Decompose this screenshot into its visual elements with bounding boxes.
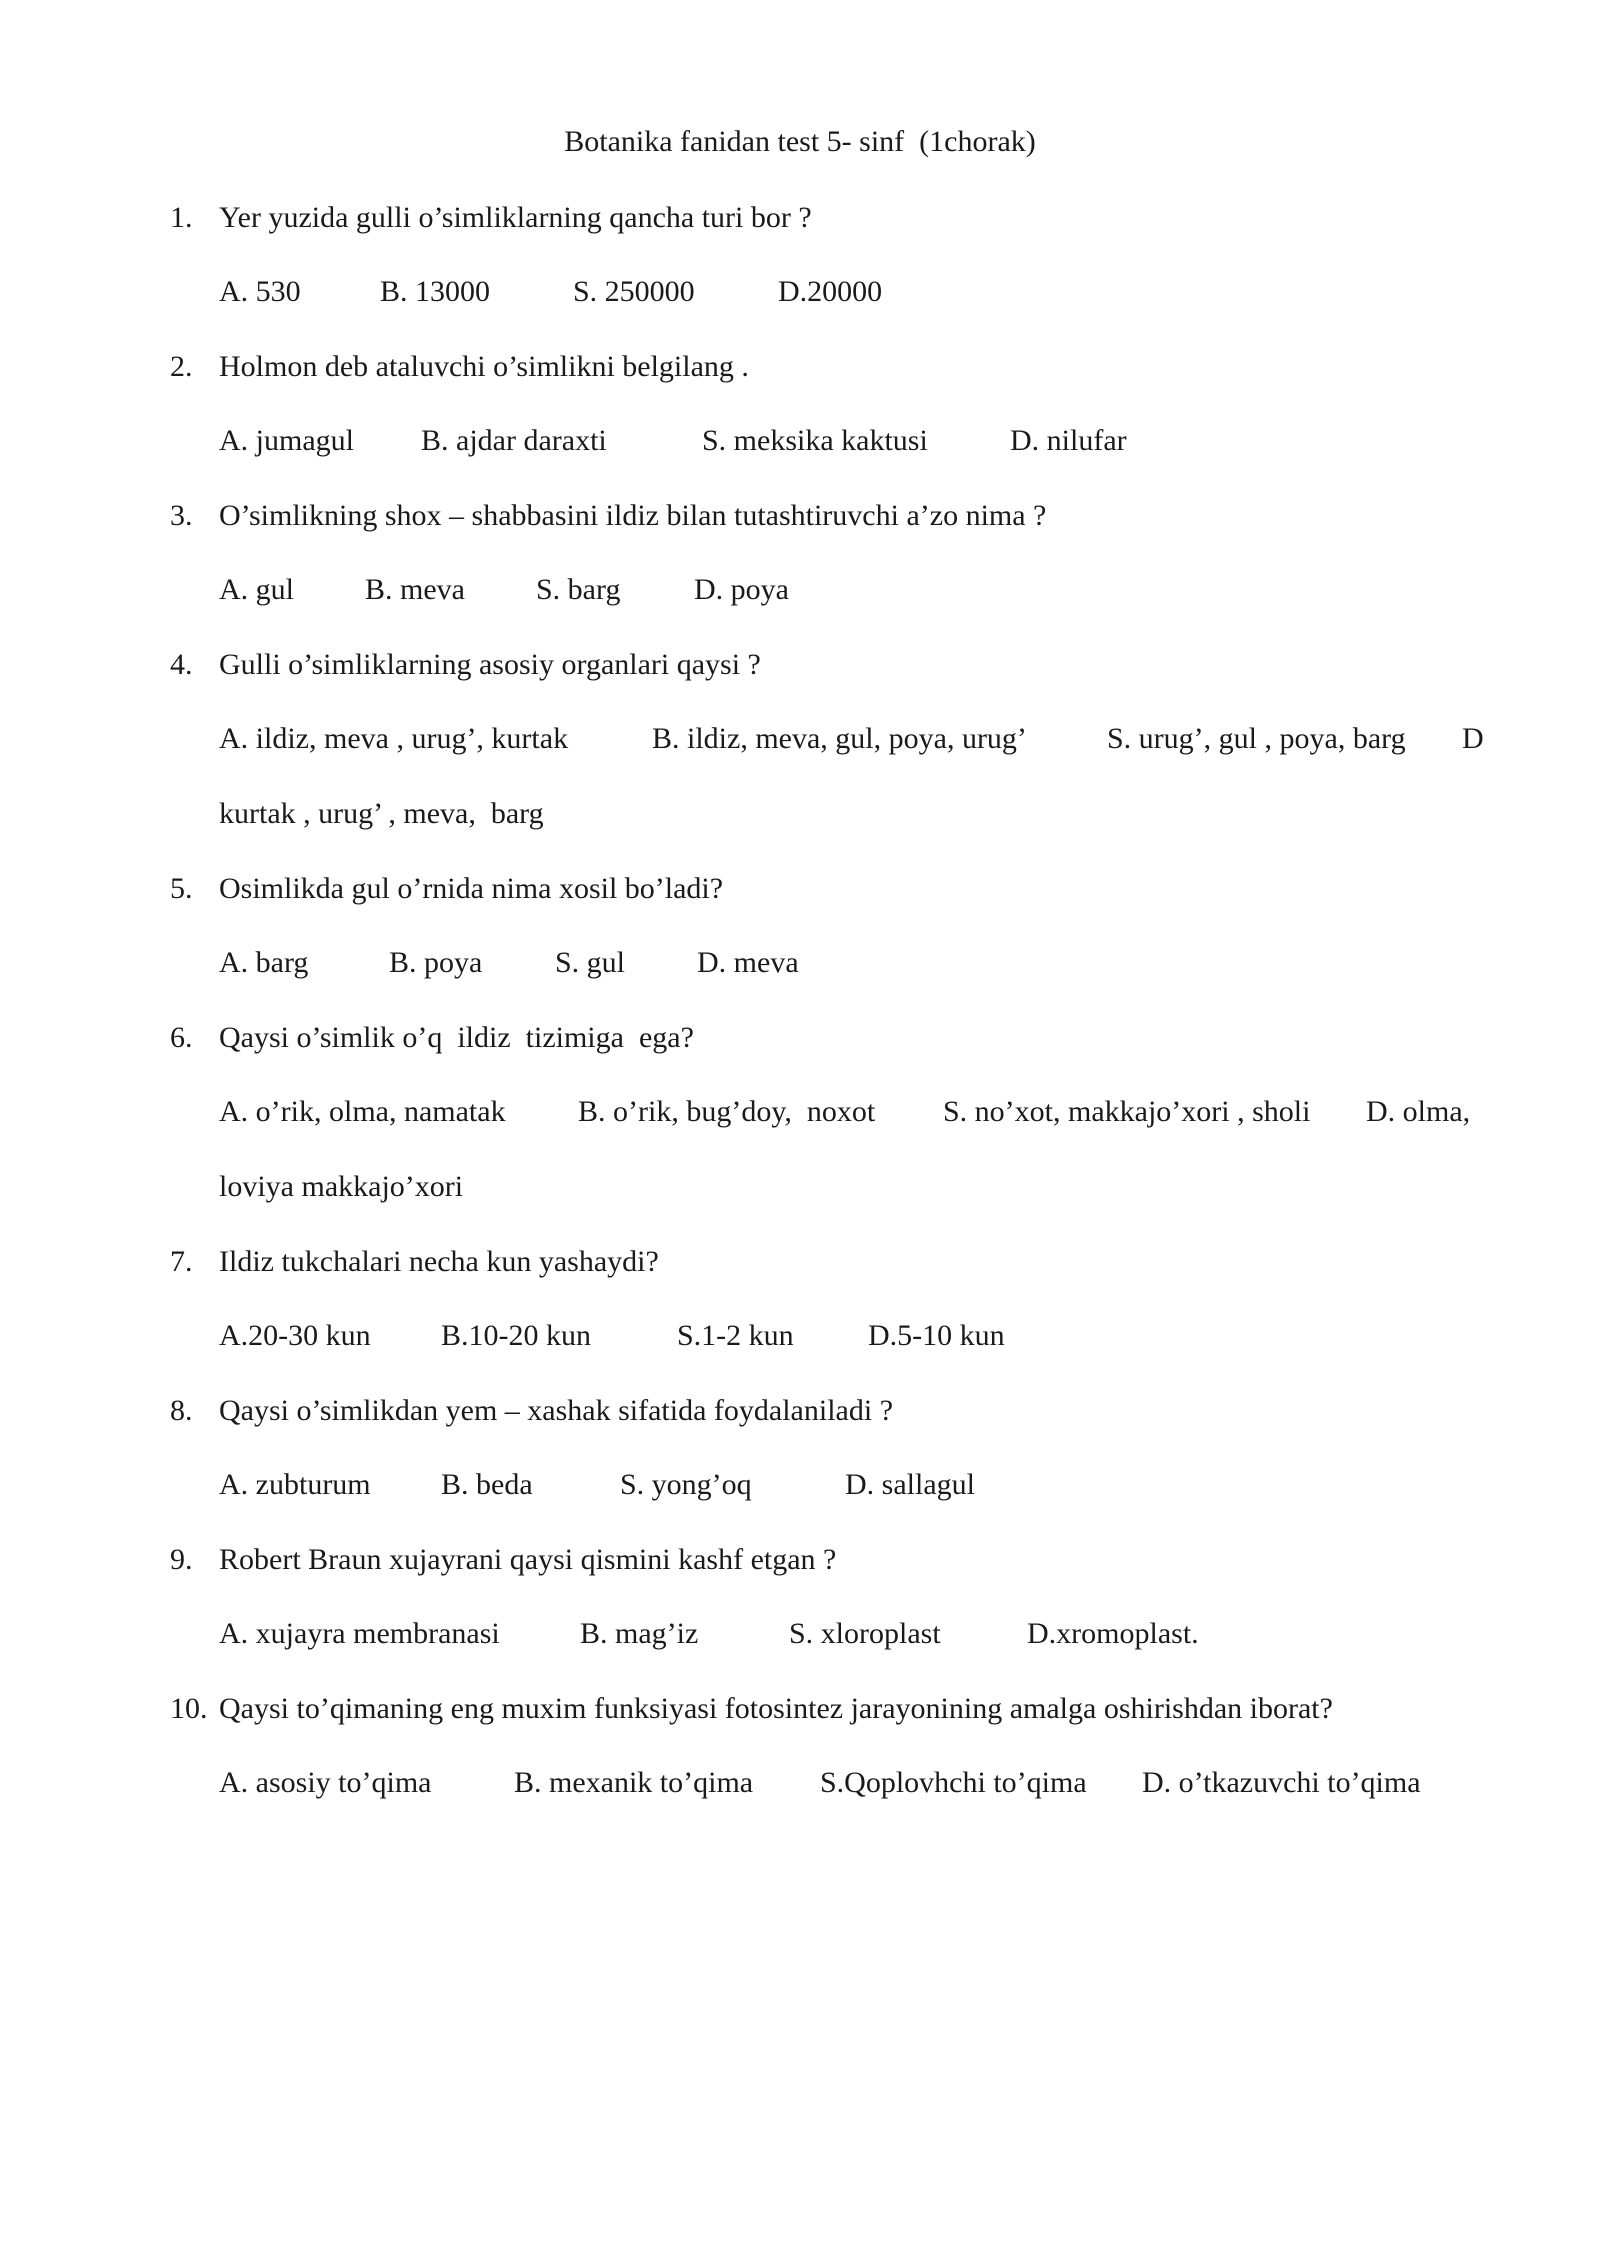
option-b: B. mexanik to’qima bbox=[514, 1766, 754, 1799]
question-text: Robert Braun xujayrani qaysi qismini kashf etgan ? bbox=[219, 1543, 837, 1576]
option-a: A. 530 bbox=[219, 275, 301, 308]
question-text: Holmon deb ataluvchi o’simlikni belgilang . bbox=[219, 350, 749, 383]
answer-options-5 bbox=[0, 943, 1600, 983]
answer-options-4 bbox=[0, 719, 1600, 759]
answer-options-4-continuation bbox=[0, 794, 1600, 834]
question-number: 5. bbox=[170, 872, 193, 905]
answer-options-6-continuation bbox=[0, 1167, 1600, 1207]
option-c: S.1-2 kun bbox=[677, 1319, 794, 1352]
question-number: 8. bbox=[170, 1394, 193, 1427]
page-title: Botanika fanidan test 5- sinf (1chorak) bbox=[564, 125, 1036, 158]
answer-options-3 bbox=[0, 570, 1600, 610]
option-d-continuation: loviya makkajo’xori bbox=[219, 1170, 464, 1203]
option-b: B. ajdar daraxti bbox=[421, 424, 607, 457]
option-d: D. sallagul bbox=[845, 1468, 975, 1501]
option-a: A. zubturum bbox=[219, 1468, 371, 1501]
question-number: 3. bbox=[170, 499, 193, 532]
option-a: A. barg bbox=[219, 946, 309, 979]
option-d-continuation: kurtak , urug’ , meva, barg bbox=[219, 797, 544, 830]
option-c: S. meksika kaktusi bbox=[702, 424, 928, 457]
option-d: D. meva bbox=[697, 946, 799, 979]
option-a: A. asosiy to’qima bbox=[219, 1766, 432, 1799]
option-c: S. xloroplast bbox=[789, 1617, 941, 1650]
answer-options-10 bbox=[0, 1763, 1600, 1803]
option-d: D. poya bbox=[694, 573, 789, 606]
option-b: B. meva bbox=[365, 573, 465, 606]
answer-options-1 bbox=[0, 272, 1600, 312]
option-c: S. gul bbox=[555, 946, 626, 979]
question-text: Ildiz tukchalari necha kun yashaydi? bbox=[219, 1245, 659, 1278]
option-d: D bbox=[1462, 722, 1484, 755]
option-a: A. ildiz, meva , urug’, kurtak bbox=[219, 722, 569, 755]
answer-options-9 bbox=[0, 1614, 1600, 1654]
option-d: D. olma, bbox=[1366, 1095, 1471, 1128]
option-a: A.20-30 kun bbox=[219, 1319, 371, 1352]
question-number: 2. bbox=[170, 350, 193, 383]
option-b: B. beda bbox=[441, 1468, 533, 1501]
option-b: B. mag’iz bbox=[580, 1617, 699, 1650]
option-c: S.Qoplovhchi to’qima bbox=[820, 1766, 1087, 1799]
option-c: S. barg bbox=[536, 573, 621, 606]
option-c: S. no’xot, makkajo’xori , sholi bbox=[943, 1095, 1311, 1128]
option-c: S. yong’oq bbox=[620, 1468, 752, 1501]
question-text: Qaysi o’simlikdan yem – xashak sifatida foydalaniladi ? bbox=[219, 1394, 894, 1427]
option-a: A. o’rik, olma, namatak bbox=[219, 1095, 506, 1128]
option-d: D. nilufar bbox=[1010, 424, 1127, 457]
answer-options-8 bbox=[0, 1465, 1600, 1505]
question-number: 4. bbox=[170, 648, 193, 681]
question-text: Yer yuzida gulli o’simliklarning qancha turi bor ? bbox=[219, 201, 812, 234]
option-d: D.5-10 kun bbox=[868, 1319, 1005, 1352]
option-d: D.xromoplast. bbox=[1027, 1617, 1199, 1650]
question-text: Qaysi to’qimaning eng muxim funksiyasi fotosintez jarayonining amalga oshirishdan iborat? bbox=[219, 1692, 1333, 1725]
option-b: B. ildiz, meva, gul, poya, urug’ bbox=[652, 722, 1027, 755]
option-d: D. o’tkazuvchi to’qima bbox=[1142, 1766, 1421, 1799]
option-b: B.10-20 kun bbox=[441, 1319, 591, 1352]
option-c: S. 250000 bbox=[573, 275, 695, 308]
option-a: A. gul bbox=[219, 573, 294, 606]
option-b: B. poya bbox=[389, 946, 483, 979]
question-text: Gulli o’simliklarning asosiy organlari qaysi ? bbox=[219, 648, 761, 681]
question-number: 9. bbox=[170, 1543, 193, 1576]
option-d: D.20000 bbox=[778, 275, 883, 308]
question-number: 6. bbox=[170, 1021, 193, 1054]
question-number: 1. bbox=[170, 201, 193, 234]
option-b: B. 13000 bbox=[380, 275, 491, 308]
option-c: S. urug’, gul , poya, barg bbox=[1107, 722, 1406, 755]
question-number: 10. bbox=[170, 1692, 208, 1725]
question-text: O’simlikning shox – shabbasini ildiz bilan tutashtiruvchi a’zo nima ? bbox=[219, 499, 1047, 532]
option-a: A. jumagul bbox=[219, 424, 354, 457]
option-a: A. xujayra membranasi bbox=[219, 1617, 500, 1650]
question-number: 7. bbox=[170, 1245, 193, 1278]
question-text: Qaysi o’simlik o’q ildiz tizimiga ega? bbox=[219, 1021, 694, 1054]
question-text: Osimlikda gul o’rnida nima xosil bo’ladi? bbox=[219, 872, 724, 905]
option-b: B. o’rik, bug’doy, noxot bbox=[578, 1095, 876, 1128]
answer-options-6 bbox=[0, 1092, 1600, 1132]
answer-options-2 bbox=[0, 421, 1600, 461]
answer-options-7 bbox=[0, 1316, 1600, 1356]
